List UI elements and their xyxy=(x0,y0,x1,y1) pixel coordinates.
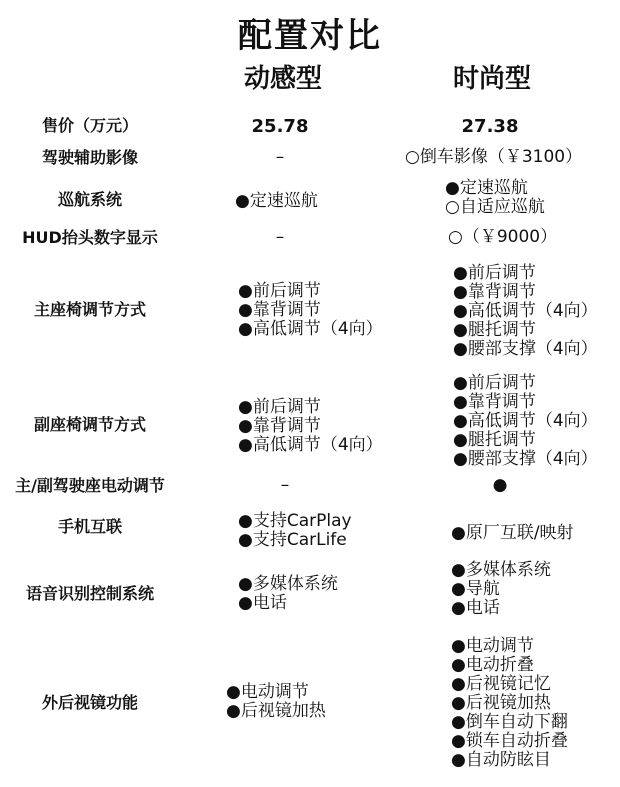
row-label: HUD抬头数字显示 xyxy=(22,228,158,247)
dynamic-value: ●前后调节 xyxy=(238,397,321,417)
fashion-value: ●后视镜记忆 xyxy=(451,674,551,694)
fashion-value: ● xyxy=(492,475,508,495)
fashion-value: ●腰部支撑（4向） xyxy=(453,449,598,469)
fashion-value: ●电动折叠 xyxy=(451,655,534,675)
row-label: 主座椅调节方式 xyxy=(33,300,146,319)
fashion-value: ●高低调节（4向） xyxy=(453,301,598,321)
dynamic-value: ●后视镜加热 xyxy=(226,701,326,721)
dynamic-value: ●前后调节 xyxy=(238,281,321,301)
fashion-value: ●电动调节 xyxy=(451,636,534,656)
dynamic-value: 25.78 xyxy=(251,116,309,137)
row-label: 副座椅调节方式 xyxy=(33,415,146,434)
dynamic-value: – xyxy=(280,475,290,495)
row-label: 手机互联 xyxy=(57,517,122,536)
fashion-value: ○自适应巡航 xyxy=(445,197,545,217)
dynamic-value: – xyxy=(275,147,285,167)
fashion-value: ●导航 xyxy=(451,579,500,599)
fashion-value: ●前后调节 xyxy=(453,373,536,393)
fashion-value: 27.38 xyxy=(461,116,519,137)
row-label: 售价（万元） xyxy=(41,116,138,135)
fashion-value: ●腿托调节 xyxy=(453,320,536,340)
fashion-value: ●靠背调节 xyxy=(453,282,536,302)
row-label: 主/副驾驶座电动调节 xyxy=(15,476,165,495)
fashion-value: ●多媒体系统 xyxy=(451,560,551,580)
fashion-value: ●高低调节（4向） xyxy=(453,411,598,431)
fashion-value: ●电话 xyxy=(451,598,500,618)
page-title: 配置对比 xyxy=(238,16,382,56)
fashion-value: ●倒车自动下翻 xyxy=(451,712,568,732)
fashion-value: ●后视镜加热 xyxy=(451,693,551,713)
row-label: 外后视镜功能 xyxy=(41,693,138,712)
fashion-value: ○倒车影像（￥3100） xyxy=(405,147,583,167)
model-header-fashion: 时尚型 xyxy=(452,64,531,94)
dynamic-value: – xyxy=(275,227,285,247)
dynamic-value: ●电话 xyxy=(238,593,287,613)
fashion-value: ○（￥9000） xyxy=(448,227,558,247)
dynamic-value: ●多媒体系统 xyxy=(238,574,338,594)
dynamic-value: ●靠背调节 xyxy=(238,416,321,436)
row-label: 驾驶辅助影像 xyxy=(41,148,138,167)
fashion-value: ●锁车自动折叠 xyxy=(451,731,568,751)
fashion-value: ●腿托调节 xyxy=(453,430,536,450)
row-label: 语音识别控制系统 xyxy=(25,584,154,603)
row-label: 巡航系统 xyxy=(57,190,122,209)
dynamic-value: ●支持CarLife xyxy=(238,530,347,550)
dynamic-value: ●靠背调节 xyxy=(238,300,321,320)
fashion-value: ●腰部支撑（4向） xyxy=(453,339,598,359)
dynamic-value: ●高低调节（4向） xyxy=(238,435,383,455)
dynamic-value: ●高低调节（4向） xyxy=(238,319,383,339)
dynamic-value: ●电动调节 xyxy=(226,682,309,702)
fashion-value: ●自动防眩目 xyxy=(451,750,551,770)
dynamic-value: ●定速巡航 xyxy=(235,191,318,211)
fashion-value: ●原厂互联/映射 xyxy=(451,523,574,543)
fashion-value: ●前后调节 xyxy=(453,263,536,283)
fashion-value: ●靠背调节 xyxy=(453,392,536,412)
fashion-value: ●定速巡航 xyxy=(445,178,528,198)
dynamic-value: ●支持CarPlay xyxy=(238,511,352,531)
model-header-dynamic: 动感型 xyxy=(243,64,322,94)
